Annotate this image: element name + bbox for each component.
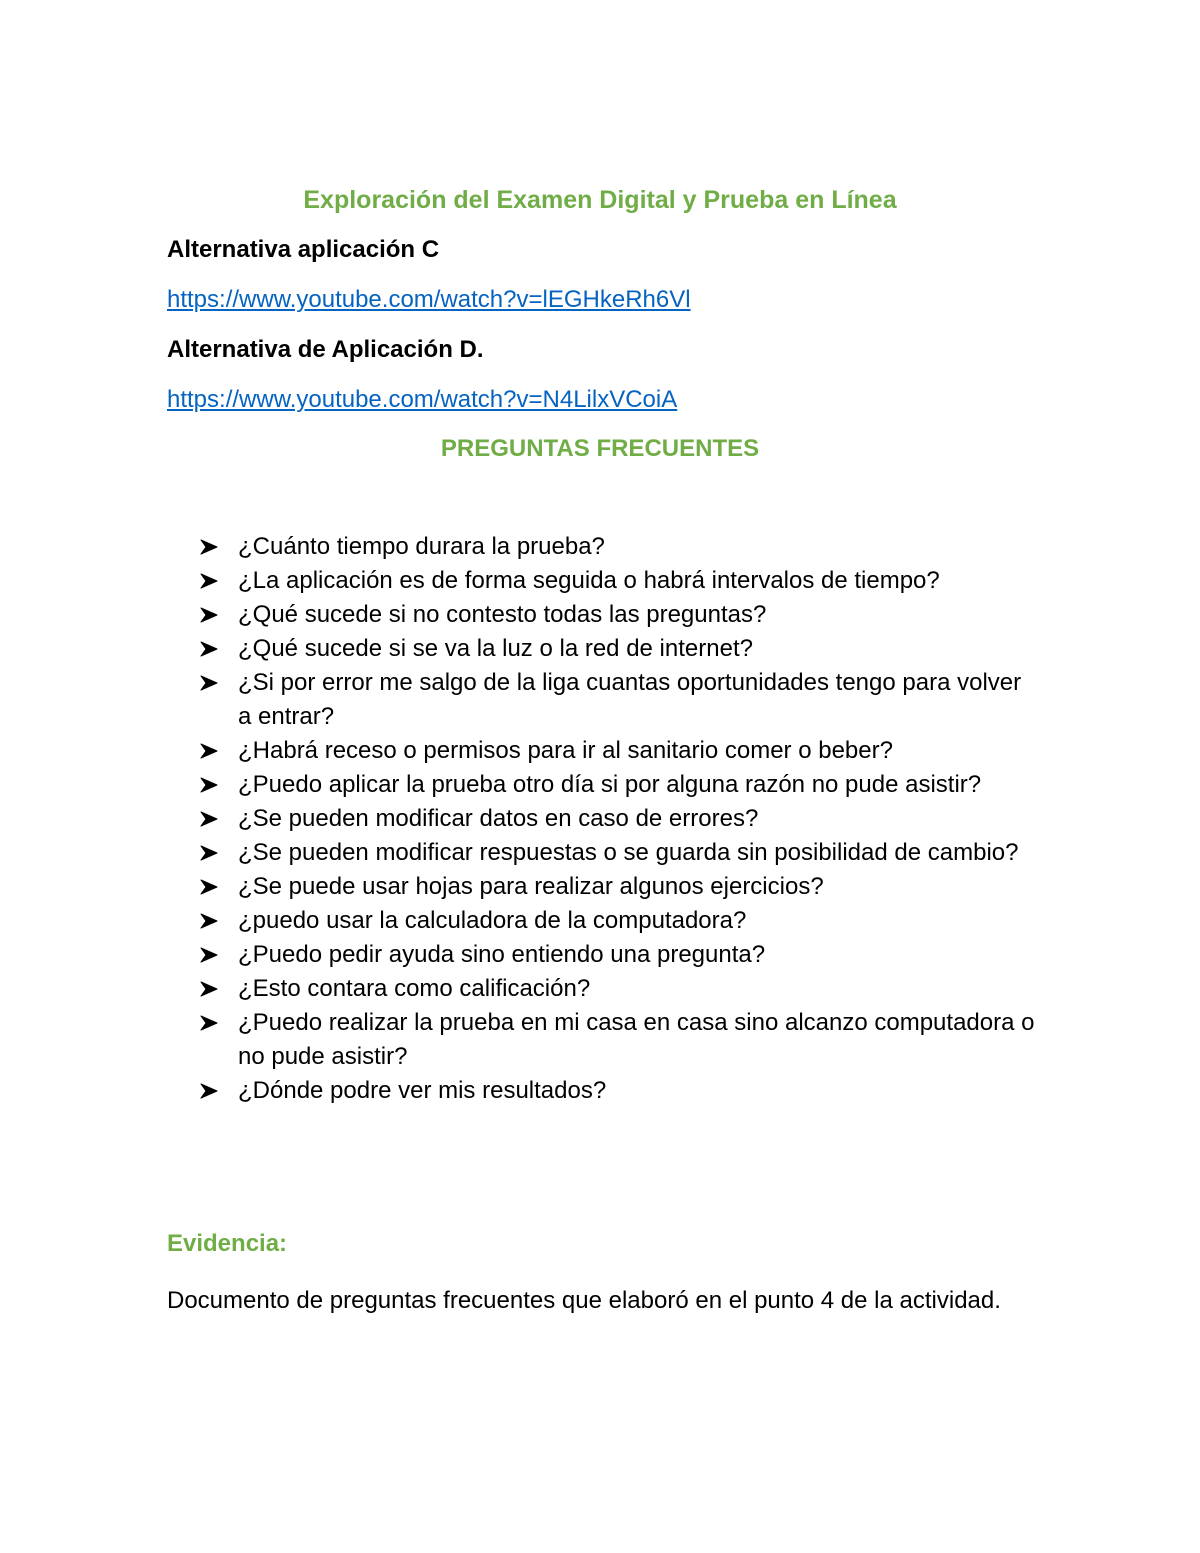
evidence-text: Documento de preguntas frecuentes que elaboró en el punto 4 de la actividad. [167,1287,1001,1314]
faq-item-text: ¿Puedo realizar la prueba en mi casa en casa sino alcanzo computadora o no pude asistir? [238,1009,1035,1070]
faq-item [200,870,1040,904]
arrowhead-bullet-icon [200,913,218,929]
faq-item-text: ¿Si por error me salgo de la liga cuantas oportunidades tengo para volver a entrar? [238,669,1022,730]
faq-item [200,598,1040,632]
faq-item-text: ¿La aplicación es de forma seguida o habrá intervalos de tiempo? [238,567,940,594]
arrowhead-bullet-icon [200,879,218,895]
faq-item [200,564,1040,598]
arrowhead-bullet-icon [200,777,218,793]
faq-item [200,904,1040,938]
evidence-label: Evidencia: [167,1230,288,1257]
faq-item [200,530,1040,564]
faq-item [200,734,1040,768]
faq-item-text: ¿Qué sucede si se va la luz o la red de internet? [238,635,753,662]
faq-item-text: ¿Se pueden modificar datos en caso de errores? [238,805,759,832]
arrowhead-bullet-icon [200,845,218,861]
faq-item [200,632,1040,666]
faq-item-text: ¿Puedo aplicar la prueba otro día si por alguna razón no pude asistir? [238,771,982,798]
faq-item-text: ¿Dónde podre ver mis resultados? [238,1077,607,1104]
faq-item [200,666,1040,734]
faq-item-text: ¿Se puede usar hojas para realizar algunos ejercicios? [238,873,824,900]
faq-item [200,768,1040,802]
faq-item [200,938,1040,972]
arrowhead-bullet-icon [200,811,218,827]
arrowhead-bullet-icon [200,573,218,589]
document-title: Exploración del Examen Digital y Prueba en Línea [303,186,897,214]
alternative-c-label: Alternativa aplicación C [167,236,440,263]
faq-item [200,972,1040,1006]
faq-item [200,1074,1040,1108]
faq-item-text: ¿Puedo pedir ayuda sino entiendo una pregunta? [238,941,766,968]
arrowhead-bullet-icon [200,981,218,997]
faq-item [200,1006,1040,1074]
arrowhead-bullet-icon [200,947,218,963]
alternative-c-link[interactable]: https://www.youtube.com/watch?v=lEGHkeRh6Vl [167,286,691,313]
faq-item-text: ¿puedo usar la calculadora de la computadora? [238,907,747,934]
arrowhead-bullet-icon [200,641,218,657]
arrowhead-bullet-icon [200,607,218,623]
arrowhead-bullet-icon [200,1083,218,1099]
faq-heading: PREGUNTAS FRECUENTES [440,435,760,462]
faq-item [200,836,1040,870]
alternative-d-link[interactable]: https://www.youtube.com/watch?v=N4LilxVCoiA [167,386,678,413]
arrowhead-bullet-icon [200,539,218,555]
faq-item-text: ¿Se pueden modificar respuestas o se guarda sin posibilidad de cambio? [238,839,1019,866]
faq-item-text: ¿Cuánto tiempo durara la prueba? [238,533,605,560]
alternative-d-label: Alternativa de Aplicación D. [167,336,484,363]
faq-item-text: ¿Esto contara como calificación? [238,975,591,1002]
arrowhead-bullet-icon [200,743,218,759]
faq-item-text: ¿Qué sucede si no contesto todas las preguntas? [238,601,767,628]
arrowhead-bullet-icon [200,1015,218,1031]
arrowhead-bullet-icon [200,675,218,691]
faq-item [200,802,1040,836]
faq-list [200,530,1040,1108]
faq-item-text: ¿Habrá receso o permisos para ir al sanitario comer o beber? [238,737,893,764]
